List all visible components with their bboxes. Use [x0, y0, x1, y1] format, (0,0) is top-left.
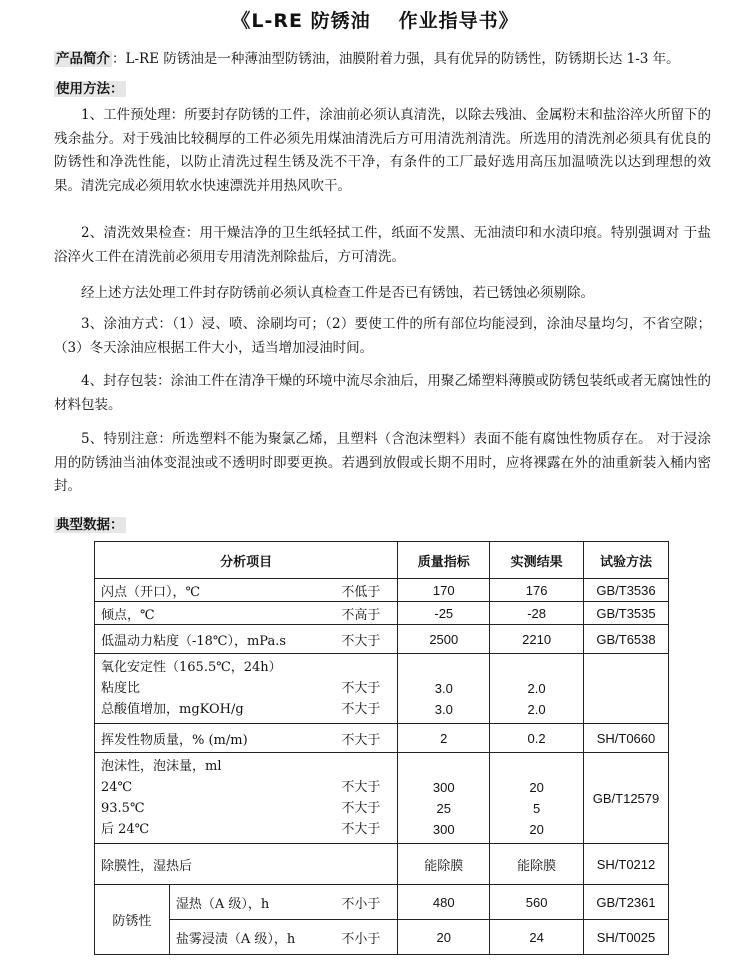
product-intro [54, 48, 704, 70]
title-sub: 作业指导书》 [398, 10, 519, 32]
item-name: 低温动力粘度（-18℃），mPa.s [101, 633, 287, 649]
page-title [0, 6, 750, 33]
item-name: 盐雾浸渍（A 级），h [175, 931, 296, 947]
table-row [95, 753, 669, 844]
test-method: GB/T6538 [584, 625, 669, 654]
item-name: 93.5℃ [101, 801, 145, 816]
spec-value: 170 [398, 579, 490, 602]
typical-label: 典型数据： [56, 517, 124, 533]
result-value: 能除膜 [490, 844, 584, 885]
item-condition: 不高于 [341, 607, 381, 623]
usage-step-1: 1、工件预处理：所要封存防锈的工件，涂油前必须认真清洗，以除去残油、金属粉末和盐浴淬火所留下的残余盐分。对于残油比较稠厚的工件必须先用煤油清洗后方可用清洗剂清洗。所选用的清洗剂必须具有优良的防锈性和净洗性能，以防止清洗过程生锈及洗不干净，有条件的工厂最好选用高压加温喷洗以达到理想的效果。清洗完成必须用软水快速漂洗并用热风吹干。 [54, 107, 711, 194]
item-condition: 不大于 [341, 681, 381, 696]
result-value: 176 [490, 579, 584, 602]
usage-step-3: 3、涂油方式：（1）浸、喷、涂刷均可；（2）要使工件的所有部位均能浸到，涂油尽量均匀，不省空隙；（3）冬天涂油应根据工件大小，适当增加浸油时间。 [54, 316, 711, 356]
item-condition: 不大于 [341, 732, 381, 748]
test-method: SH/T0212 [584, 844, 669, 885]
title-main: 《L-RE 防锈油 [231, 10, 371, 32]
typical-data-table [94, 541, 669, 955]
result-value: 20 [529, 822, 544, 837]
item-name: 总酸值增加，mgKOH/g [101, 702, 244, 717]
table-row [95, 654, 669, 724]
item-condition: 不小于 [341, 931, 381, 947]
usage-label: 使用方法： [56, 81, 124, 97]
spec-value: 2500 [398, 625, 490, 654]
spec-value: -25 [398, 602, 490, 625]
table-row [95, 885, 669, 920]
usage-heading [54, 78, 704, 100]
spec-value: 25 [436, 801, 452, 816]
item-condition: 不大于 [341, 780, 381, 795]
spec-value: 300 [432, 780, 455, 795]
header-item: 分析项目 [95, 542, 398, 579]
spec-value: 480 [398, 885, 490, 920]
item-name: 除膜性，湿热后 [101, 858, 193, 874]
item-name: 挥发性物质量，% (m/m) [101, 732, 248, 748]
typical-heading [54, 514, 704, 536]
item-name: 后 24℃ [101, 822, 150, 837]
test-method: GB/T12579 [584, 753, 669, 844]
result-value: 24 [490, 920, 584, 955]
test-method: GB/T3536 [584, 579, 669, 602]
result-value: 2.0 [527, 681, 546, 696]
spec-value: 3.0 [434, 681, 453, 696]
table-header-row [95, 542, 669, 579]
result-value: 0.2 [490, 724, 584, 753]
result-value: 2210 [490, 625, 584, 654]
item-name: 倾点，℃ [101, 607, 155, 623]
item-condition: 不大于 [341, 702, 381, 717]
intro-label: 产品简介 [56, 51, 110, 67]
test-method: GB/T2361 [584, 885, 669, 920]
result-value: 5 [532, 801, 541, 816]
test-method: SH/T0025 [584, 920, 669, 955]
intro-text: ：L-RE 防锈油是一种薄油型防锈油，油膜附着力强，具有优异的防锈性，防锈期长达 1-3 年。 [112, 51, 680, 67]
table-row [95, 579, 669, 602]
header-spec: 质量指标 [398, 542, 490, 579]
spec-value: 3.0 [434, 702, 453, 717]
table-row [95, 724, 669, 753]
item-name: 泡沫性，泡沫量，ml [101, 759, 222, 774]
item-condition: 不大于 [341, 633, 381, 649]
item-name: 闪点（开口），℃ [101, 584, 201, 600]
item-condition: 不低于 [341, 584, 381, 600]
spec-value: 300 [432, 822, 455, 837]
item-name: 24℃ [101, 780, 133, 795]
header-result: 实测结果 [490, 542, 584, 579]
rust-label: 防锈性 [95, 885, 170, 955]
usage-step-2: 2、清洗效果检查：用干燥洁净的卫生纸轻拭工件，纸面不发黑、无油渍印和水渍印痕。特别强调对 于盐浴淬火工件在清洗前必须用专用清洗剂除盐后，方可清洗。 [54, 225, 711, 265]
result-value: 2.0 [527, 702, 546, 717]
item-condition: 不大于 [341, 801, 381, 816]
table-row [95, 920, 669, 955]
item-condition: 不大于 [341, 822, 381, 837]
header-method: 试验方法 [584, 542, 669, 579]
usage-step-5: 5、特别注意：所选塑料不能为聚氯乙烯，且塑料（含泡沫塑料）表面不能有腐蚀性物质存在。 对于浸涂用的防锈油当油体变混浊或不透明时即要更换。若遇到放假或长期不用时，应将裸露在外的油重新装入桶内密封。 [54, 431, 711, 494]
table-row [95, 844, 669, 885]
result-value: 560 [490, 885, 584, 920]
usage-step-4: 4、封存包装：涂油工件在清净干燥的环境中流尽余油后，用聚乙烯塑料薄膜或防锈包装纸或者无腐蚀性的材料包装。 [54, 373, 711, 413]
table-row [95, 602, 669, 625]
item-condition: 不小于 [341, 896, 381, 912]
item-name: 氧化安定性（165.5℃，24h） [101, 660, 282, 675]
item-name: 粘度比 [101, 681, 141, 696]
usage-inspection-note: 经上述方法处理工件封存防锈前必须认真检查工件是否已有锈蚀，若已锈蚀必须剔除。 [81, 285, 594, 301]
spec-value: 20 [398, 920, 490, 955]
spec-value: 能除膜 [398, 844, 490, 885]
table-row [95, 625, 669, 654]
result-value: -28 [490, 602, 584, 625]
item-name: 湿热（A 级），h [175, 896, 270, 912]
spec-value: 2 [398, 724, 490, 753]
result-value: 20 [529, 780, 544, 795]
test-method: GB/T3535 [584, 602, 669, 625]
test-method: SH/T0660 [584, 724, 669, 753]
